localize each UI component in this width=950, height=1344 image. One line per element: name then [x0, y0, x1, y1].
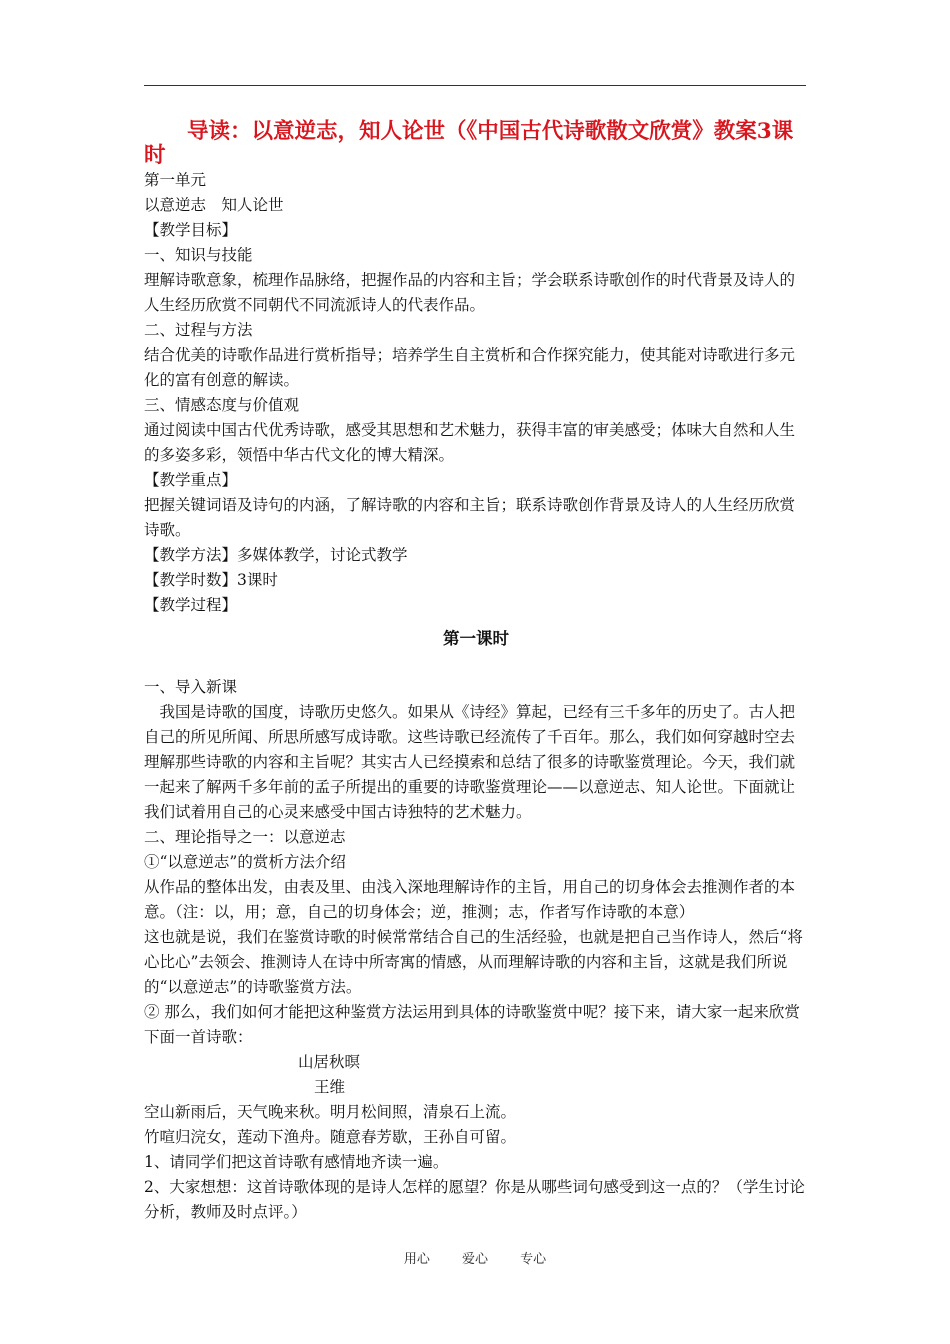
footer-item: 专心	[520, 1252, 547, 1267]
unit-subtitle: 以意逆志 知人论世	[144, 196, 284, 214]
objective-2-heading: 二、过程与方法	[144, 321, 253, 339]
activity-1: 1、请同学们把这首诗歌有感情地齐读一遍。	[144, 1153, 449, 1171]
page-footer	[0, 1248, 950, 1267]
objective-2-text: 结合优美的诗歌作品进行赏析指导；培养学生自主赏析和合作探究能力，使其能对诗歌进行多元化的富有创意的解读。	[144, 346, 796, 389]
key-points-heading: 【教学重点】	[144, 471, 238, 489]
intro-heading: 一、导入新课	[144, 678, 238, 696]
teaching-method: 【教学方法】多媒体教学，讨论式教学	[144, 546, 408, 564]
poem-line: 竹喧归浣女，莲动下渔舟。随意春芳歇，王孙自可留。	[144, 1128, 517, 1146]
method-application: ② 那么，我们如何才能把这种鉴赏方法运用到具体的诗歌鉴赏中呢？接下来，请大家一起来欣赏下面一首诗歌：	[144, 1003, 800, 1046]
teaching-process-heading: 【教学过程】	[144, 596, 238, 614]
activity-2: 2、大家想想：这首诗歌体现的是诗人怎样的愿望？你是从哪些词句感受到这一点的？（学生讨论分析，教师及时点评。）	[144, 1178, 805, 1221]
poem-author: 王维	[314, 1078, 346, 1096]
objective-3-text: 通过阅读中国古代优秀诗歌，感受其思想和艺术魅力，获得丰富的审美感受；体味大自然和人生的多姿多彩，领悟中华古代文化的博大精深。	[144, 421, 796, 464]
method-definition: 从作品的整体出发，由表及里、由浅入深地理解诗作的主旨，用自己的切身体会去推测作者的本意。（注：以，用；意，自己的切身体会；逆，推测；志，作者写作诗歌的本意）	[144, 878, 796, 921]
unit-label: 第一单元	[144, 171, 207, 189]
objective-1-text: 理解诗歌意象，梳理作品脉络，把握作品的内容和主旨；学会联系诗歌创作的时代背景及诗人的人生经历欣赏不同朝代不同流派诗人的代表作品。	[144, 271, 796, 314]
method-explanation: 这也就是说，我们在鉴赏诗歌的时候常常结合自己的生活经验，也就是把自己当作诗人，然后“将心比心”去领会、推测诗人在诗中所寄寓的情感，从而理解诗歌的内容和主旨，这就是我们所说的“以意逆志”的诗歌鉴赏方法。	[144, 928, 803, 996]
footer-item: 用心	[403, 1252, 430, 1267]
objectives-heading: 【教学目标】	[144, 221, 238, 239]
theory-heading: 二、理论指导之一：以意逆志	[144, 828, 346, 846]
document-title: 导读：以意逆志，知人论世（《中国古代诗歌散文欣赏》教案3课时	[144, 119, 794, 168]
intro-text: 我国是诗歌的国度，诗歌历史悠久。如果从《诗经》算起，已经有三千多年的历史了。古人把自己的所见所闻、所思所感写成诗歌。这些诗歌已经流传了千百年。那么，我们如何穿越时空去理解那些诗歌的内容和主旨呢？其实古人已经摸索和总结了很多的诗歌鉴赏理论。今天，我们就一起来了解两千多年前的孟子所提出的重要的诗歌鉴赏理论——以意逆志、知人论世。下面就让我们试着用自己的心灵来感受中国古诗独特的艺术魅力。	[144, 703, 796, 821]
document-body	[144, 120, 808, 1225]
footer-item: 爱心	[461, 1252, 488, 1267]
key-points-text: 把握关键词语及诗句的内涵，了解诗歌的内容和主旨；联系诗歌创作背景及诗人的人生经历欣赏诗歌。	[144, 496, 796, 539]
teaching-hours: 【教学时数】3课时	[144, 571, 278, 589]
lesson-1-heading: 第一课时	[443, 629, 509, 648]
objective-3-heading: 三、情感态度与价值观	[144, 396, 300, 414]
objective-1-heading: 一、知识与技能	[144, 246, 253, 264]
poem-title: 山居秋暝	[298, 1053, 361, 1071]
poem-line: 空山新雨后，天气晚来秋。明月松间照，清泉石上流。	[144, 1103, 517, 1121]
header-rule	[144, 85, 806, 86]
method-intro-heading: ①“以意逆志”的赏析方法介绍	[144, 853, 346, 871]
